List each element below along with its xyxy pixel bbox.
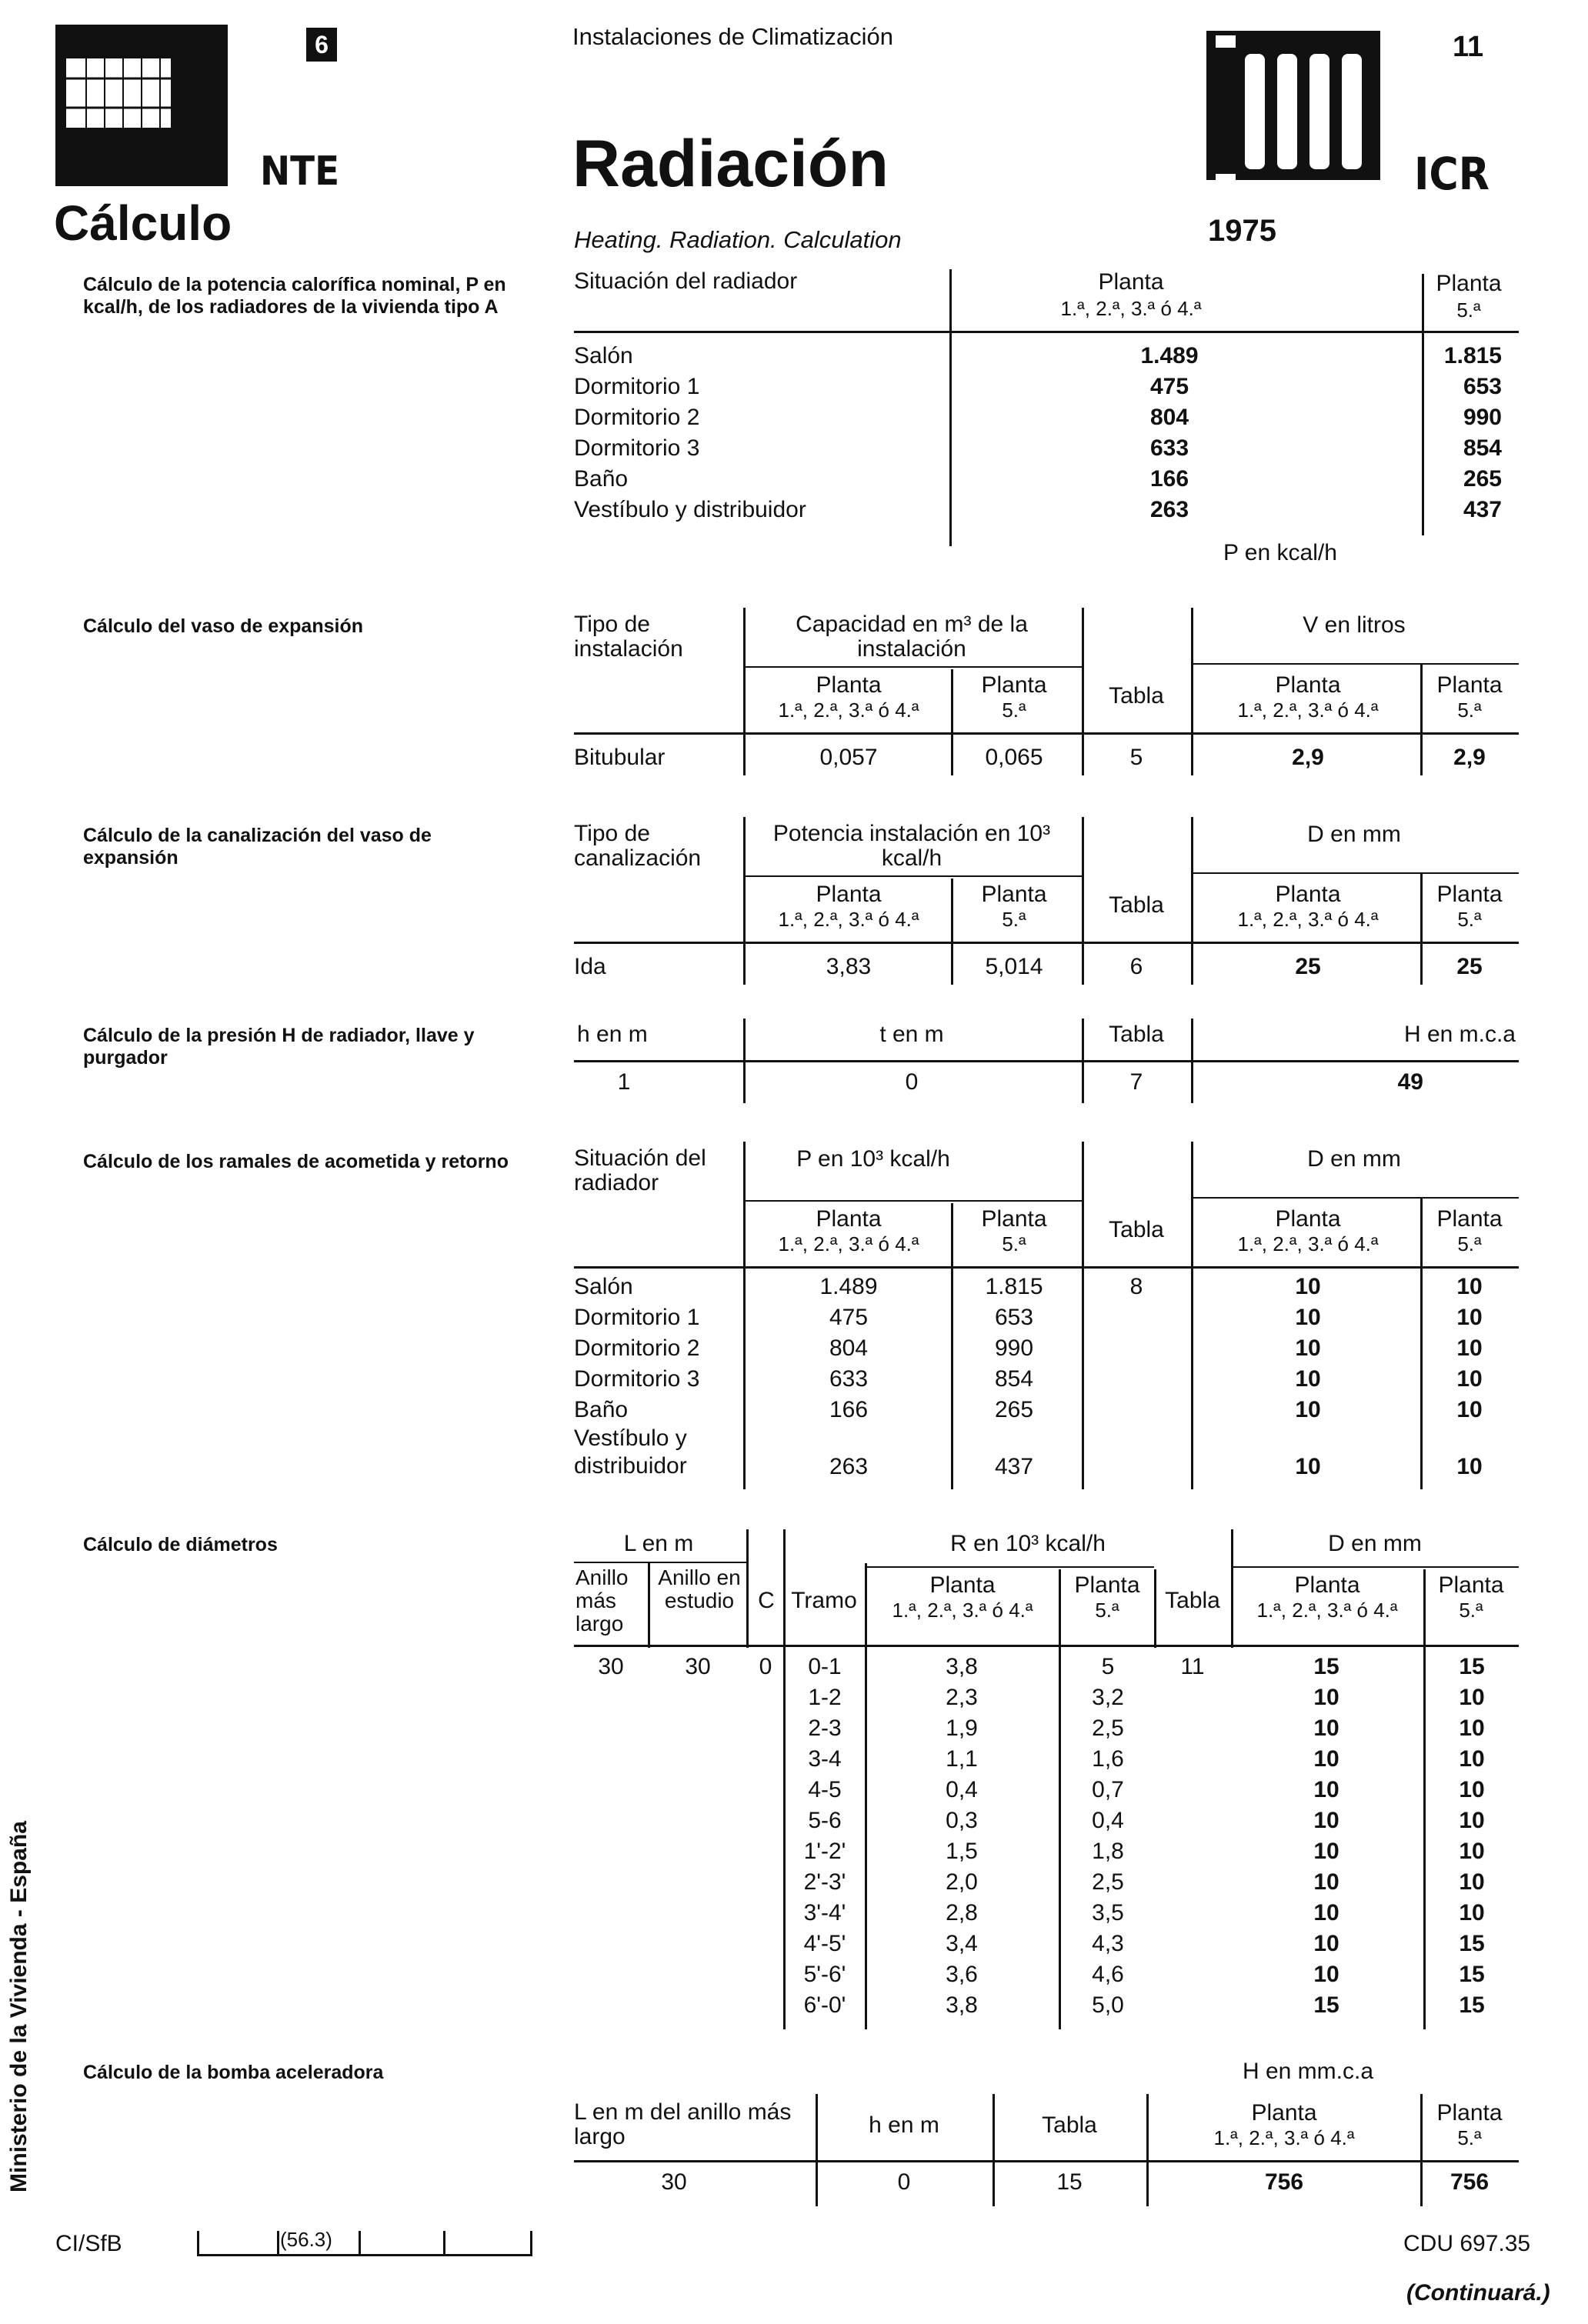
bomba-row-H5: 756 [1450,2169,1490,2195]
potencia-row-p5: 653 [1463,374,1502,399]
vaso-col-capacidad: Capacidad en m³ de la instalación [796,612,1028,662]
diam-row-tramo: 4-5 [808,1777,842,1802]
vaso-row-c1: 0,057 [819,745,878,770]
diam-row-tramo: 6'-0' [803,1992,846,2018]
ramales-sub-planta5-b: 5.ª [1002,1232,1026,1255]
diam-estudio-value: 30 [685,1654,711,1679]
diam-col-d: D en mm [1328,1531,1422,1556]
cisfb-label: CI/SfB [55,2231,122,2256]
ramales-row-d5: 10 [1456,1274,1483,1299]
diam-row-d1: 15 [1313,1992,1339,2018]
diam-row-r5: 5,0 [1092,1992,1124,2018]
ramales-row-p5: 990 [994,1335,1034,1361]
diam-sub-r5-b: 5.ª [1095,1599,1119,1622]
ramales-row-d1: 10 [1295,1274,1321,1299]
vaso-row-name: Bitubular [574,745,666,770]
diam-row-r5: 2,5 [1092,1869,1124,1895]
ramales-row-name: Dormitorio 2 [574,1335,700,1361]
diam-sub-d5: Planta [1438,1572,1504,1598]
diam-row-d5: 10 [1459,1777,1485,1802]
page-number: 11 [1453,31,1484,63]
ramales-row-d1: 10 [1295,1305,1321,1330]
diam-row-r1: 3,6 [946,1962,978,1987]
ramales-row-p5: 653 [994,1305,1034,1330]
diam-row-d5: 10 [1459,1808,1485,1833]
potencia-row-name: Vestíbulo y distribuidor [574,497,806,522]
vaso-row-tabla: 5 [1129,745,1143,770]
canal-sub-d14-b: 1.ª, 2.ª, 3.ª ó 4.ª [1237,908,1379,931]
diam-title: Cálculo de diámetros [83,1534,278,1555]
ramales-row-p5: 437 [994,1454,1034,1479]
canal-sub-d14: Planta [1275,882,1341,907]
nte-label: NTE [260,148,340,195]
diam-row-d1: 10 [1313,1962,1339,1987]
diam-row-tramo: 2-3 [808,1715,842,1741]
diam-row-r1: 2,8 [946,1900,978,1926]
vaso-sub-v14-b: 1.ª, 2.ª, 3.ª ó 4.ª [1237,699,1379,722]
series-label: Instalaciones de Climatización [572,23,893,50]
ramales-sub-planta14-b: 1.ª, 2.ª, 3.ª ó 4.ª [778,1232,919,1255]
diam-row-r1: 1,1 [946,1746,978,1772]
bomba-row-tabla: 15 [1056,2169,1083,2195]
bomba-sub-planta5: Planta [1436,2100,1503,2126]
presion-title: Cálculo de la presión H de radiador, llave y purgador [83,1025,475,1069]
canal-row-name: Ida [574,954,606,979]
ramales-row-p5: 854 [994,1366,1034,1392]
diam-row-d5: 15 [1459,1654,1485,1679]
diam-row-r5: 1,8 [1092,1839,1124,1864]
potencia-col-planta14: Planta [1098,269,1164,295]
diam-row-tramo: 2'-3' [803,1869,846,1895]
diam-row-d1: 10 [1313,1808,1339,1833]
ramales-row-name: Dormitorio 1 [574,1305,700,1330]
ramales-tabla-value: 8 [1129,1274,1143,1299]
diam-row-tramo: 5-6 [808,1808,842,1833]
diam-sub-d14-b: 1.ª, 2.ª, 3.ª ó 4.ª [1256,1599,1398,1622]
diam-row-r5: 3,2 [1092,1685,1124,1710]
bomba-sub-planta5-b: 5.ª [1457,2126,1482,2149]
diam-col-tramo: Tramo [791,1588,857,1613]
bomba-sub-planta14: Planta [1251,2100,1317,2126]
diam-row-r1: 1,9 [946,1715,978,1741]
diam-row-d1: 10 [1313,1869,1339,1895]
ramales-col-situacion: Situación del radiador [574,1145,706,1195]
nte-logo [55,25,228,186]
potencia-row-p1: 166 [1149,466,1189,492]
ramales-row-p1: 166 [829,1397,869,1422]
ramales-row-d1: 10 [1295,1454,1321,1479]
diam-col-l: L en m [623,1531,694,1556]
diam-row-tramo: 3'-4' [803,1900,846,1926]
ramales-row-name: Vestíbulo y distribuidor [574,1425,687,1479]
bomba-row-l: 30 [661,2169,687,2195]
ramales-row-name: Baño [574,1397,629,1422]
diam-row-tramo: 3-4 [808,1746,842,1772]
ramales-row-p1: 475 [829,1305,869,1330]
ramales-sub-planta5: Planta [981,1206,1047,1232]
bomba-row-h: 0 [897,2169,911,2195]
bomba-sub-planta14-b: 1.ª, 2.ª, 3.ª ó 4.ª [1213,2126,1355,2149]
diam-row-d1: 10 [1313,1746,1339,1772]
potencia-col-situacion: Situación del radiador [574,268,798,294]
vaso-sub-v14: Planta [1275,672,1341,698]
diam-col-r: R en 10³ kcal/h [950,1531,1106,1556]
canal-title: Cálculo de la canalización del vaso de expansión [83,825,432,869]
diam-row-d5: 10 [1459,1746,1485,1772]
ramales-sub-d14: Planta [1275,1206,1341,1232]
canal-row-tabla: 6 [1129,954,1143,979]
diam-row-r5: 2,5 [1092,1715,1124,1741]
vaso-sub-planta5-b: 5.ª [1002,699,1026,722]
diam-row-r5: 0,7 [1092,1777,1124,1802]
presion-row-tabla: 7 [1129,1069,1143,1095]
vaso-col-v: V en litros [1303,612,1406,638]
ramales-row-d1: 10 [1295,1335,1321,1361]
ramales-row-d1: 10 [1295,1366,1321,1392]
canal-row-d1: 25 [1295,954,1321,979]
diam-row-d5: 10 [1459,1869,1485,1895]
vaso-sub-v5: Planta [1436,672,1503,698]
presion-col-h: h en m [577,1022,648,1047]
diam-row-d1: 15 [1313,1654,1339,1679]
ramales-row-d5: 10 [1456,1305,1483,1330]
diam-row-r5: 1,6 [1092,1746,1124,1772]
diam-row-d1: 10 [1313,1777,1339,1802]
canal-row-p5: 5,014 [985,954,1043,979]
diam-largo-value: 30 [598,1654,624,1679]
diam-row-r5: 4,6 [1092,1962,1124,1987]
canal-sub-d5-b: 5.ª [1457,908,1482,931]
ramales-sub-planta14: Planta [816,1206,882,1232]
ramales-col-tabla: Tabla [1109,1217,1164,1242]
section-title: Cálculo [54,195,232,251]
potencia-row-p1: 1.489 [1140,343,1199,368]
diam-c-value: 0 [759,1654,772,1679]
potencia-row-name: Salón [574,343,633,368]
vaso-sub-planta14: Planta [816,672,882,698]
subtitle-en: Heating. Radiation. Calculation [574,226,902,253]
canal-col-tipo: Tipo de canalización [574,821,702,871]
diam-row-d1: 10 [1313,1685,1339,1710]
ramales-row-name: Dormitorio 3 [574,1366,700,1392]
diam-row-tramo: 4'-5' [803,1931,846,1956]
presion-row-t: 0 [905,1069,919,1095]
bomba-col-l: L en m del anillo más largo [574,2099,792,2149]
continua: (Continuará.) [1406,2280,1550,2306]
diam-tabla-value: 11 [1180,1654,1205,1679]
potencia-col-planta5: Planta [1436,271,1502,296]
ramales-title: Cálculo de los ramales de acometida y retorno [83,1151,509,1172]
diam-row-d1: 10 [1313,1900,1339,1926]
potencia-row-name: Dormitorio 3 [574,435,700,461]
diam-row-tramo: 1'-2' [803,1839,846,1864]
potencia-unit: P en kcal/h [1223,540,1337,565]
diam-row-r5: 3,5 [1092,1900,1124,1926]
diam-row-r1: 3,4 [946,1931,978,1956]
ramales-sub-d14-b: 1.ª, 2.ª, 3.ª ó 4.ª [1237,1232,1379,1255]
diam-row-d1: 10 [1313,1839,1339,1864]
vaso-row-v1: 2,9 [1292,745,1324,770]
diam-row-d1: 10 [1313,1715,1339,1741]
ramales-row-d5: 10 [1456,1335,1483,1361]
canal-sub-planta14-b: 1.ª, 2.ª, 3.ª ó 4.ª [778,908,919,931]
vaso-col-tipo: Tipo de instalación [574,612,683,662]
ramales-row-p5: 1.815 [985,1274,1043,1299]
ramales-row-p1: 1.489 [819,1274,878,1299]
diam-row-r1: 0,3 [946,1808,978,1833]
canal-sub-planta14: Planta [816,882,882,907]
diam-row-d5: 10 [1459,1715,1485,1741]
bomba-title: Cálculo de la bomba aceleradora [83,2062,384,2083]
diam-row-r1: 3,8 [946,1654,978,1679]
potencia-row-p5: 437 [1463,497,1502,522]
cisfb-code: (56.3) [280,2228,332,2251]
diam-row-d5: 10 [1459,1839,1485,1864]
cisfb-box [197,2223,532,2257]
diam-col-tabla: Tabla [1165,1588,1220,1613]
bomba-col-h: h en m [869,2112,939,2138]
presion-col-t: t en m [879,1022,944,1047]
vaso-sub-planta5: Planta [981,672,1047,698]
potencia-row-p5: 854 [1463,435,1502,461]
ramales-row-d5: 10 [1456,1454,1483,1479]
diam-row-d5: 10 [1459,1685,1485,1710]
potencia-row-p5: 265 [1463,466,1502,492]
diam-row-d5: 15 [1459,1992,1485,2018]
bomba-row-H1: 756 [1264,2169,1304,2195]
diam-row-tramo: 1-2 [808,1685,842,1710]
potencia-row-name: Dormitorio 2 [574,405,700,430]
diam-row-tramo: 5'-6' [803,1962,846,1987]
year: 1975 [1208,214,1276,248]
diam-row-r5: 0,4 [1092,1808,1124,1833]
diam-row-r5: 5 [1101,1654,1115,1679]
potencia-row-p1: 633 [1149,435,1189,461]
sheet-number-box: 6 [306,28,337,62]
ramales-row-p1: 804 [829,1335,869,1361]
ramales-row-d1: 10 [1295,1397,1321,1422]
bomba-col-tabla: Tabla [1042,2112,1097,2138]
diam-row-tramo: 0-1 [808,1654,842,1679]
canal-sub-d5: Planta [1436,882,1503,907]
diam-row-d5: 15 [1459,1931,1485,1956]
ramales-row-p1: 633 [829,1366,869,1392]
diam-row-d5: 15 [1459,1962,1485,1987]
diam-row-d5: 10 [1459,1900,1485,1926]
potencia-row-p1: 475 [1149,374,1189,399]
code-label: ICR [1414,148,1490,200]
potencia-col-planta14-sub: 1.ª, 2.ª, 3.ª ó 4.ª [1060,297,1202,320]
presion-col-H: H en m.c.a [1403,1022,1516,1047]
canal-row-p1: 3,83 [826,954,872,979]
ramales-sub-d5: Planta [1436,1206,1503,1232]
cdu: CDU 697.35 [1403,2231,1531,2256]
diam-sub-d14: Planta [1294,1572,1360,1598]
bomba-col-H: H en mm.c.a [1242,2059,1374,2084]
presion-col-tabla: Tabla [1109,1022,1164,1047]
vaso-sub-v5-b: 5.ª [1457,699,1482,722]
vaso-title: Cálculo del vaso de expansión [83,615,364,637]
vaso-sub-planta14-b: 1.ª, 2.ª, 3.ª ó 4.ª [778,699,919,722]
diam-row-r5: 4,3 [1092,1931,1124,1956]
ramales-row-p1: 263 [829,1454,869,1479]
canal-col-potencia: Potencia instalación en 10³ kcal/h [772,821,1051,871]
potencia-row-p1: 804 [1149,405,1189,430]
ramales-row-d5: 10 [1456,1366,1483,1392]
potencia-col-planta5-sub: 5.ª [1456,298,1481,322]
diam-row-d1: 10 [1313,1931,1339,1956]
diam-row-r1: 2,0 [946,1869,978,1895]
canal-col-d: D en mm [1307,822,1401,847]
diam-row-r1: 3,8 [946,1992,978,2018]
canal-col-tabla: Tabla [1109,892,1164,918]
potencia-row-name: Dormitorio 1 [574,374,700,399]
potencia-row-p5: 990 [1463,405,1502,430]
ramales-row-name: Salón [574,1274,633,1299]
radiator-logo [1206,31,1380,192]
diam-row-r1: 1,5 [946,1839,978,1864]
potencia-row-p1: 263 [1149,497,1189,522]
canal-row-d5: 25 [1456,954,1483,979]
presion-row-h: 1 [617,1069,631,1095]
presion-row-H: 49 [1397,1069,1423,1095]
diam-sub-r14-b: 1.ª, 2.ª, 3.ª ó 4.ª [892,1599,1033,1622]
vaso-col-tabla: Tabla [1109,683,1164,709]
diam-col-c: C [758,1588,775,1613]
diam-col-anillo-largo: Anillo más largo [575,1565,629,1635]
side-label: Ministerio de la Vivienda - España [6,1821,32,2192]
potencia-row-p5: 1.815 [1443,343,1502,368]
diam-row-r1: 2,3 [946,1685,978,1710]
canal-sub-planta5-b: 5.ª [1002,908,1026,931]
diam-sub-r5: Planta [1074,1572,1140,1598]
diam-sub-r14: Planta [929,1572,996,1598]
potencia-title: Cálculo de la potencia calorífica nominal, P en kcal/h, de los radiadores de la vivienda tipo A [83,274,506,318]
vaso-row-c5: 0,065 [985,745,1043,770]
page-title: Radiación [572,127,889,201]
vaso-row-v5: 2,9 [1453,745,1486,770]
potencia-row-name: Baño [574,466,629,492]
ramales-col-p: P en 10³ kcal/h [796,1146,950,1172]
ramales-sub-d5-b: 5.ª [1457,1232,1482,1255]
ramales-row-d5: 10 [1456,1397,1483,1422]
ramales-row-p5: 265 [994,1397,1034,1422]
diam-row-r1: 0,4 [946,1777,978,1802]
ramales-col-d: D en mm [1307,1146,1401,1172]
diam-col-anillo-estudio: Anillo en estudio [658,1565,741,1612]
diam-sub-d5-b: 5.ª [1459,1599,1483,1622]
canal-sub-planta5: Planta [981,882,1047,907]
